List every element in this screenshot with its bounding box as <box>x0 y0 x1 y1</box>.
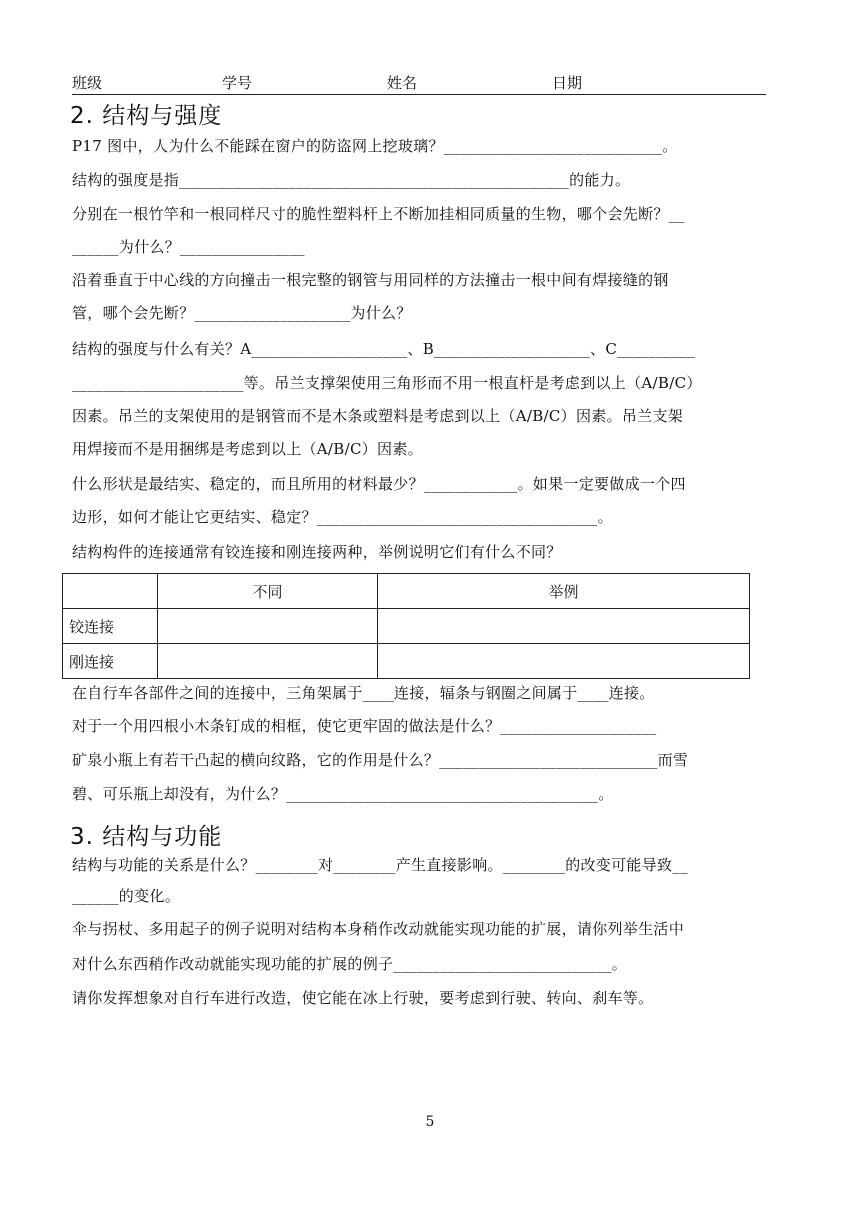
table-header-cell <box>63 574 158 609</box>
question-line: 结构构件的连接通常有铰连接和刚连接两种，举例说明它们有什么不同？ <box>72 543 562 561</box>
question-line: 伞与拐杖、多用起子的例子说明对结构本身稍作改动就能实现功能的扩展，请你列举生活中 <box>72 920 685 938</box>
question-line: ______为什么？________________ <box>72 238 305 256</box>
question-line: 对什么东西稍作改动就能实现功能的扩展的例子____________________________。 <box>72 955 628 973</box>
question-line: 对于一个用四根小木条钉成的相框，使它更牢固的做法是什么？____________________ <box>72 717 657 735</box>
row-label-rigid: 刚连接 <box>63 644 158 679</box>
question-line: 用焊接而不是用捆绑是考虑到以上（A/B/C）因素。 <box>72 440 423 458</box>
table-cell <box>158 609 378 644</box>
student-number-label: 学号 <box>222 74 253 92</box>
question-line: 什么形状是最结实、稳定的，而且所用的材料最少？____________。如果一定要做成一个四 <box>72 475 686 493</box>
question-line: 分别在一根竹竿和一根同样尺寸的脆性塑料杆上不断加挂相同质量的生物，哪个会先断？__ <box>72 205 685 223</box>
name-label: 姓名 <box>387 74 418 92</box>
question-line: 边形，如何才能让它更结实、稳定？____________________________________。 <box>72 508 613 526</box>
section2-title: 2. 结构与强度 <box>70 103 223 129</box>
question-line: ______的变化。 <box>72 887 181 905</box>
table-cell <box>378 609 750 644</box>
question-line: 结构的强度与什么有关？A____________________、B____________________、C__________ <box>72 340 696 358</box>
class-label: 班级 <box>72 74 103 92</box>
question-line: ______________________等。吊兰支撑架使用三角形而不用一根直杆是考虑到以上（A/B/C） <box>72 374 702 392</box>
question-line: 请你发挥想象对自行车进行改造，使它能在冰上行驶，要考虑到行驶、转向、刹车等。 <box>72 989 654 1007</box>
table-cell <box>378 644 750 679</box>
question-line: P17 图中，人为什么不能踩在窗户的防盗网上挖玻璃？____________________________。 <box>72 137 678 155</box>
table-row <box>63 644 750 679</box>
page-number: 5 <box>425 1114 435 1130</box>
table-header-row <box>63 574 750 609</box>
row-label-hinge: 铰连接 <box>63 609 158 644</box>
date-label: 日期 <box>552 74 583 92</box>
question-line: 结构与功能的关系是什么？________对________产生直接影响。________的改变可能导致__ <box>72 856 688 874</box>
header-fields <box>72 72 766 95</box>
section3-title: 3. 结构与功能 <box>70 824 223 850</box>
question-line: 因素。吊兰的支架使用的是钢管而不是木条或塑料是考虑到以上（A/B/C）因素。吊兰支架 <box>72 407 684 425</box>
table-cell <box>158 644 378 679</box>
question-line: 管，哪个会先断？____________________为什么？ <box>72 304 412 322</box>
table-header-cell: 不同 <box>158 574 378 609</box>
table-row <box>63 609 750 644</box>
connection-table <box>62 573 750 679</box>
question-line: 沿着垂直于中心线的方向撞击一根完整的钢管与用同样的方法撞击一根中间有焊接缝的钢 <box>72 271 669 289</box>
question-line: 结构的强度是指__________________________________________________的能力。 <box>72 171 631 189</box>
question-line: 矿泉小瓶上有若干凸起的横向纹路，它的作用是什么？____________________________而雪 <box>72 751 689 769</box>
table-header-cell: 举例 <box>378 574 750 609</box>
question-line: 碧、可乐瓶上却没有，为什么？________________________________________。 <box>72 785 614 803</box>
question-line: 在自行车各部件之间的连接中，三角架属于____连接，辐条与钢圈之间属于____连接。 <box>72 684 655 702</box>
